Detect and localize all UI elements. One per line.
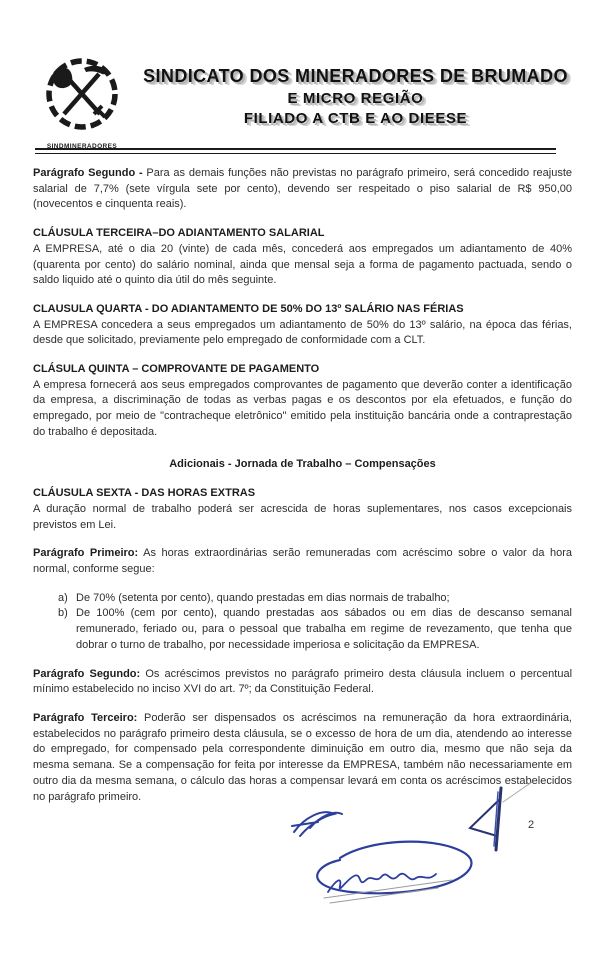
- clause-body: A EMPRESA, até o dia 20 (vinte) de cada mês, concederá aos empregados um adiantamento de 40% (quarenta por cento) do salário nominal, ainda que mensal seja a forma de pagamento pactuada, sendo o saldo liquido até o quinto dia útil do mês seguinte.: [33, 242, 572, 287]
- paragraph-lead: Parágrafo Terceiro:: [33, 711, 138, 724]
- list-item-text: De 100% (cem por cento), quando prestadas aos sábados ou em dias de descanso semanal remunerado, feriado ou, para o pessoal que trabalha em regime de revezamento, que tenha que dobrar o turno de trabalho, por necessidade imperiosa e solicitação da EMPRESA.: [76, 607, 572, 651]
- paragraph-text: Poderão ser dispensados os acréscimos na remuneração da hora extraordinária, estabelecidos no parágrafo primeiro desta cláusula, se o excesso de hora de um dia, atendendo ao interesse do empregado, for compensado pela correspondente diminuição em outro dia, mesmo que não seja da mesma semana. Se a compensação for feita por interesse da EMPRESA, também não necessariamente em outro dia da mesma semana, o cálculo das horas a compensar levará em conta os acréscimos estabelecidos no parágrafo primeiro.: [33, 711, 572, 803]
- paragraph-segundo-top: [33, 166, 572, 213]
- list-item: [58, 606, 572, 653]
- paragraph-lead: Parágrafo Segundo -: [33, 167, 143, 179]
- clausula-sexta: [33, 486, 572, 533]
- clause-heading: CLÁUSULA SEXTA - DAS HORAS EXTRAS: [33, 487, 256, 500]
- paragraph-text: Para as demais funções não previstas no parágrafo primeiro, será concedido reajuste salarial de 7,7% (sete vírgula sete por cento), devendo ser respeitado o piso salarial de R$ 950,00 (novecentos e cinquenta reais).: [33, 167, 572, 211]
- paragraph-terceiro: [33, 711, 572, 805]
- list-item-text: De 70% (setenta por cento), quando prestadas em dias normais de trabalho;: [76, 591, 450, 604]
- clausula-quinta: [33, 362, 572, 441]
- overtime-list: [33, 591, 572, 654]
- header-divider: [35, 148, 556, 154]
- section-divider-heading: Adicionais - Jornada de Trabalho – Compensações: [169, 457, 436, 470]
- org-name: SINDICATO DOS MINERADORES DE BRUMADO: [143, 66, 568, 86]
- list-item: [58, 591, 572, 607]
- oval-signature: [317, 842, 471, 903]
- clausula-quarta: [33, 302, 572, 349]
- org-affiliation: FILIADO A CTB E AO DIEESE: [243, 110, 468, 127]
- paragraph-segundo-bottom: [33, 667, 572, 698]
- clausula-terceira: [33, 226, 572, 289]
- clause-heading: CLÁUSULA TERCEIRA–DO ADIANTAMENTO SALARIAL: [33, 227, 325, 240]
- logo-caption: SINDMINERADORES: [46, 143, 118, 150]
- list-marker: a): [58, 591, 68, 604]
- clause-heading: CLÁSULA QUINTA – COMPROVANTE DE PAGAMENTO: [33, 363, 320, 376]
- paragraph-lead: Parágrafo Segundo:: [33, 667, 141, 680]
- paragraph-lead: Parágrafo Primeiro:: [33, 547, 139, 560]
- clause-body: A empresa fornecerá aos seus empregados comprovantes de pagamento que deverão conter a identificação da empresa, a discriminação de todas as verbas pagas e os descontos por ela efetuados, e função do empregado, por meio de "contracheque eletrônico" emitido pela instituição bancária onde a contraprestação do trabalho é depositada.: [33, 378, 572, 438]
- list-marker: b): [58, 607, 68, 620]
- clause-heading: CLAUSULA QUARTA - DO ADIANTAMENTO DE 50% DO 13º SALÁRIO NAS FÉRIAS: [33, 302, 464, 315]
- document-body: [33, 166, 572, 818]
- miners-crossed-tools-icon: [36, 56, 128, 140]
- union-logo: [28, 56, 136, 150]
- page-number: 2: [528, 819, 535, 831]
- clause-body: A EMPRESA concedera a seus empregados um adiantamento de 50% do 13º salário, na época das férias, desde que solicitado, previamente pelo empregado de conformidade com a CLT.: [33, 318, 572, 347]
- letterhead: [28, 56, 575, 150]
- paragraph-primeiro: [33, 546, 572, 577]
- paragraph-text: As horas extraordinárias serão remuneradas com acréscimo sobre o valor da hora normal, conforme segue:: [33, 547, 572, 576]
- clause-body: A duração normal de trabalho poderá ser acrescida de horas suplementares, nos casos excepcionais previstos em Lei.: [33, 502, 572, 531]
- paragraph-text: Os acréscimos previstos no parágrafo primeiro desta cláusula incluem o percentual mínimo estabelecido no inciso XVI do art. 7º; da Constituição Federal.: [33, 667, 573, 696]
- org-region: E MICRO REGIÃO: [287, 90, 424, 107]
- letterhead-titles: [136, 56, 575, 127]
